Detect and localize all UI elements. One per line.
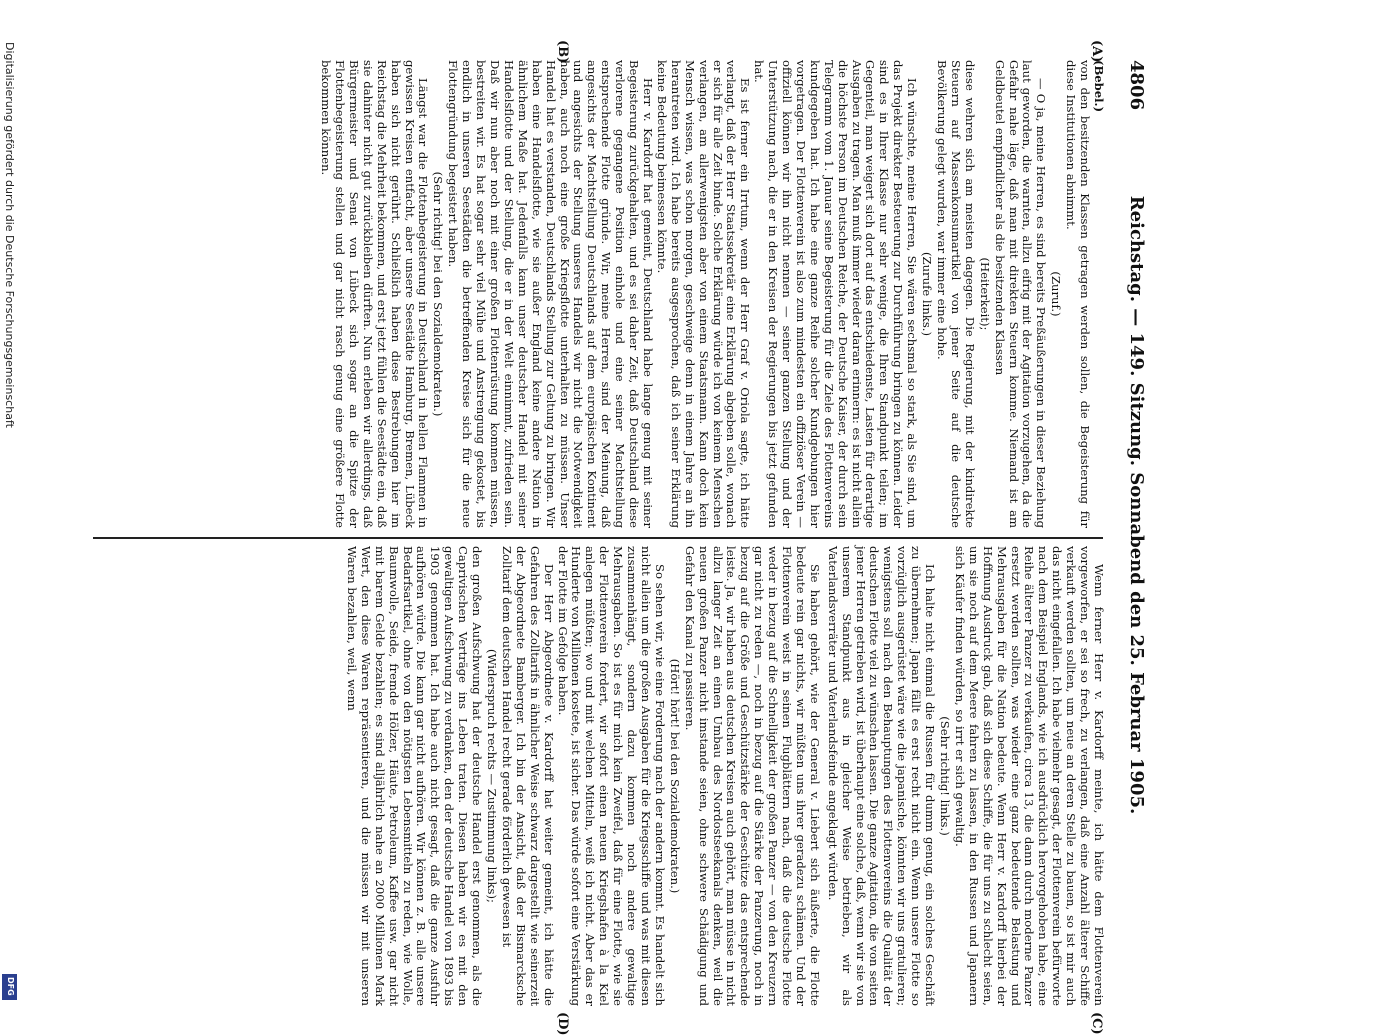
interjection: (Hört! hört! bei den Sozialdemokraten.) [667,658,682,894]
paragraph: Wenn ferner Herr v. Kardorff meinte, ich hätte dem Flottenverein vorgeworfen, er sei so frech, zu verlangen, daß eine Anzahl älterer Schiffe verkauft werden sollten, um neue an deren Stelle zu bauen, so ist mir auch das nicht eingefallen. Ich habe vielmehr gesagt, der Flottenverein befürworte nach dem Beispiel Englands, wie ich ausdrücklich hervorgehoben habe, eine Reihe älterer Panzer zu verkaufen, circa 13, die dann durch moderne Panzer ersetzt werden sollten, was wieder eine ganz bedeutende Belastung und Mehrausgaben für die Nation bedeute. Wenn Herr v. Kardorff hierbei der Hoffnung Ausdruck gab, daß sich diese Schiffe, die für uns zu schlecht seien, um sie noch auf dem Meere fahren zu lassen, in den Russen und Japanern sich Käufer finden würden, so irrt er sich gewaltig. [952,546,1106,1006]
page-header [1119,60,1147,950]
paragraph: Längst war die Flottenbegeisterung in Deutschland in hellen Flammen in gewissen Kreisen entfacht, aber unsere Seestädte Hamburg, Bremen, Lübeck haben sich nicht gerührt. Schließlich haben diese Bestrebungen hier im Reichstag die Mehrheit bekommen, und erst jetzt fühlen die Seestädte ein, daß sie dahinter nicht gut zurückbleiben dürften. Nun erleben wir allerdings, daß Bürgermeister und Senat von Lübeck sich sogar an die Spitze der Flottenbegeisterung stellen und gar nicht rasch genug eine größere Flotte bekommen können. [319,60,431,528]
paragraph: diese wehren sich am meisten dagegen. Die Regierung, mit der kindirekte Steuern auf Massenkonsumartikel von jener Seite auf die deutsche Bevölkerung gelegt wurden, war immer eine hohe. [935,60,977,528]
rotated-newspaper-page [75,0,1175,1036]
session-title: Reichstag. — 149. Sitzung. Sonnabend den 25. Februar 1905. [1126,195,1147,815]
paragraph: So sehen wir, wie eine Forderung nach der andern kommt. Es handelt sich nicht allein um die großen Ausgaben für die Kriegsschiffe und was mit diesen zusammenhängt, sondern dazu kommen noch andere gewaltige Mehrausgaben. So ist es für mich kein Zweifel, daß für eine Flotte, wie sie der Flottenverein fordert, wir sofort einen neuen Kriegshafen à la Kiel anlegen müßten; wo und mit welchen Mitteln, weiß ich nicht. Aber das er Hunderte von Millionen kostete, ist sicher. Das würde sofort eine Verstärkung der Flotte im Gefolge haben. [555,546,667,1006]
interjection: (Heiterkeit); [977,257,992,331]
interjection: (Sehr richtig! links.) [938,716,953,836]
interjection: (Sehr richtig! bei den Sozialdemokraten.) [431,171,446,417]
dfg-logo-text: DFG [6,977,15,996]
paragraph: Es ist ferner ein Irrtum, wenn der Herr Graf v. Oriola sagte, ich hätte verlangt, daß der Herr Staatssekretär eine Erklärung abgeben solle, wonach er sich für alle Zeit binde. Solche Erklärung würde ich von keinem Menschen verlangen, am allerwenigsten aber von einem Staatsmann. Kann doch kein Mensch wissen, was schon morgen, geschweige denn in einem Jahre an ihn herantreten wird. Ich habe bereits ausgesprochen, daß ich seiner Erklärung keine Bedeutung beimessen könnte. [654,60,753,528]
interjection: (Zuruf.) [1049,271,1064,317]
speaker-label: (Bebel.) [1092,60,1106,113]
paragraph: — O ja, meine Herren, es sind bereits Preßäußerungen in dieser Beziehung laut geworden, die warnten, allzu eifrig mit der Agitation vorzugehen, da die Gefahr nahe läge, daß man mit direkten Steuern komme. Niemand ist am Geldbeutel empfindlicher als die besitzenden Klassen [992,60,1049,528]
paragraph: Ich wünschte, meine Herren, Sie wären sechsmal so stark, als Sie sind, um das Projekt direkter Besteuerung zur Durchführung bringen zu können. Leider sind es in Ihrer Klasse nur sehr wenige, die Ihren Standpunkt teilen; im Gegenteil, man weigert sich dort auf das entschiedenste, Lasten für derartige Ausgaben zu tragen. Man muß immer wieder daran erinnern: es ist nicht allein die höchste Person im Deutschen Reiche, der Deutsche Kaiser, der durch sein Telegramm vom 1. Januar seine Begeisterung für die Ziele des Flottenvereins kundgegeben hat. Ich habe eine ganze Reihe solcher Kundgebungen hier vorgetragen. Der Flottenverein ist also zum mindesten ein offiziöser Verein — offiziell können wir ihn nicht nennen — seiner ganzen Stellung und der Unterstützung nach, die er in den Kreisen der Regierungen bis jetzt gefunden hat. [752,60,920,528]
left-text-column [95,60,1105,528]
margin-mark-b: (B) [555,40,570,64]
margin-mark-a: (A) [1089,40,1104,63]
paragraph: Ich halte nicht einmal die Russen für dumm genug, ein solches Geschäft zu übernehmen; Japan fällt es erst recht nicht ein. Wenn unsere Flotte so vorzüglich ausgerüstet wäre wie die japanische, könnten wir uns gratulieren; wenigstens soll nach den Behauptungen des Flottenvereins die Qualität der deutschen Flotte viel zu wünschen lassen. Die ganze Agitation, die von seiten jener Herren getrieben wird, ist überhaupt eine solche, daß, wenn wir sie von unserem Standpunkt aus in gleicher Weise betrieben, wir als Vaterlandsverräter und Vaterlandsfeinde angeklagt würden. [825,546,938,1006]
paragraph: Der Herr Abgeordnete v. Kardorff hat weiter gemeint, ich hätte die Gefahren des Zolltarifs in ähnlicher Weise schwarz dargestellt wie seinerzeit der Abgeordnete Bamberger. Ich bin der Ansicht, daß der Bismarcksche Zolltarif dem deutschen Handel recht gerade förderlich gewesen ist [499,546,556,1006]
funding-note: Digitalisierung gefördert durch die Deutsche Forschungsgemeinschaft [3,42,16,428]
page-number: 4806 [1126,60,1147,111]
column-divider [93,537,1103,539]
paragraph: den großen Aufschwung hat der deutsche Handel erst genommen, als die Caprivischen Verträge ins Leben traten. Diesen haben wir es mit den gewaltigen Aufschwung zu verdanken, den der deutsche Handel von 1893 bis 1903 genommen hat. Ich habe auch nicht gesagt, daß die ganze Ausfuhr aufhören würde. Die kann gar nicht aufhören. Wir können z. B. alle unsere Bedarfsartikel, ohne von den nötigsten Lebensmitteln zu reden, wie Wolle, Baumwolle, Seide, fremde Hölzer, Häute, Petroleum, Kaffee usw. gar nicht mit barem Gelde bezahlen; es sind alljährlich nahe an 2000 Millionen Mark Wert, den diese Waren repräsentieren, und die müssen wir mit unseren Waren bezahlen, weil, wenn [344,546,485,1006]
margin-mark-d: (D) [555,1012,570,1036]
dfg-logo [2,974,17,1000]
paragraph: von den besitzenden Klassen getragen werden sollen, die Begeisterung für diese Institutionen abnimmt. [1064,60,1093,528]
paragraph: Sie haben gehört, wie der General v. Liebert sich äußerte, die Flotte bedeute rein gar nichts, wir müßten uns ihrer geradezu schämen. Und der Flottenverein weist in seinen Flugblättern nach, daß die deutsche Flotte weder in bezug auf die Schnelligkeit der großen Panzer — von den Kreuzern gar nicht zu reden —, noch in bezug auf die Stärke der Panzerung, noch in bezug auf die Größe und Geschützstärke der Geschütze das entsprechende leiste. Ja, wir haben aus deutschen Kreisen auch gehört, man müsse in nicht allzu langer Zeit an einen Umbau des Nordostseekanals denken, weil die neuen großen Panzer nicht imstande seien, ohne schwere Schädigung und Gefahr den Kanal zu passieren. [682,546,822,1006]
interjection: (Widerspruch rechts — Zustimmung links); [485,649,500,903]
paragraph: Herr v. Kardorff hat gemeint, Deutschland habe lange genug mit seiner Begeisterung zurückgehalten, und es sei daher Zeit, daß Deutschland diese verlorene gegangene Position einhole und eine seiner Machtstellung entsprechende Flotte gründe. Wir, meine Herren, sind der Meinung, daß angesichts der Machtstellung Deutschlands auf dem europäischen Kontinent und angesichts der Stellung unseres Handels wir nicht die Notwendigkeit haben, auch noch eine große Kriegsflotte unterhalten zu müssen. Unser Handel hat es verstanden, Deutschlands Stellung zur Geltung zu bringen. Wir haben eine Handelsflotte, wie sie außer England keine andere Nation in ähnlichem Maße hat. Jedenfalls kann unser deutscher Handel mit seiner Handelsflotte und der Stellung, die er in der Welt einnimmt, zufrieden sein. Daß wir nun aber noch mit einer großen Flottenrüstung kommen müssen, bestreiten wir. Es hat sogar sehr viel Mühe und Anstrengung gekostet, bis endlich in unseren Seestädten die betreffenden Kreise sich für die neue Flottengründung begeistert haben. [446,60,655,528]
right-text-column [95,546,1105,1006]
interjection: (Zurufe links.) [920,252,935,336]
margin-mark-c: (C) [1089,1012,1104,1035]
digitization-footer [2,42,18,1000]
